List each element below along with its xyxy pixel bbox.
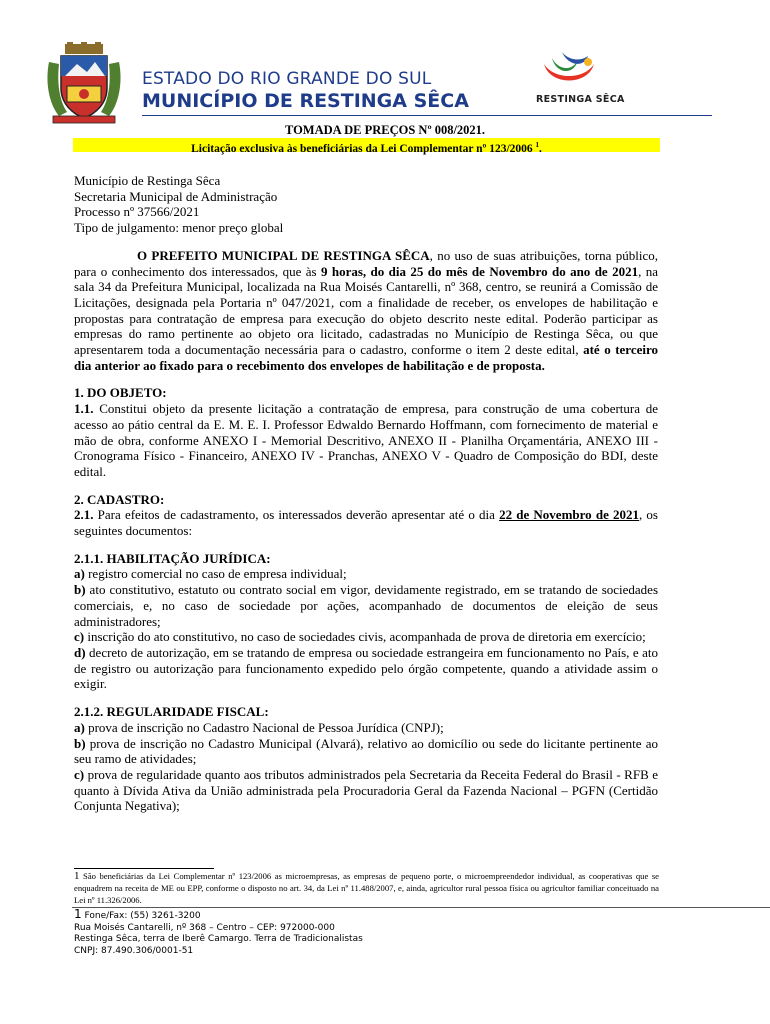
intro-line: Município de Restinga Sêca [74, 173, 221, 188]
footer-divider [72, 907, 770, 908]
preamble-paragraph [74, 248, 658, 374]
logo-text: RESTINGA SÊCA [536, 94, 625, 105]
document-body [74, 173, 658, 814]
section-heading: 1. DO OBJETO: [74, 385, 167, 401]
section-heading: 2.1.2. REGULARIDADE FISCAL: [74, 704, 269, 720]
document-title: TOMADA DE PREÇOS Nº 008/2021. [284, 123, 486, 137]
list-item: a) prova de inscrição no Cadastro Nacional de Pessoa Jurídica (CNPJ); [74, 719, 444, 735]
footnote-ref[interactable]: 1 [535, 141, 540, 149]
footer-slogan: Restinga Sêca, terra de Iberê Camargo. Terra de Tradicionalistas [74, 934, 363, 944]
document-subtitle [73, 138, 660, 155]
preamble-bold: 9 horas, do dia 25 do mês de Novembro do ano de 2021 [320, 263, 639, 279]
footnote-divider [74, 868, 214, 869]
intro-line: Secretaria Municipal de Administração [74, 188, 278, 204]
footer-address: Rua Moisés Cantarelli, nº 368 – Centro – CEP: 972000-000 [74, 922, 335, 933]
page-footer [74, 909, 363, 957]
page-number: 1 [74, 907, 82, 921]
preamble-bold: até o terceiro dia anterior ao fixado para o recebimento dos envelopes de habilitação e de proposta. [74, 342, 659, 373]
header-state: ESTADO DO RIO GRANDE DO SUL [142, 69, 432, 89]
section-paragraph: 2.1. Para efeitos de cadastramento, os interessados deverão apresentar até o dia 22 de Novembro de 2021, os seguintes documentos: [74, 507, 658, 539]
municipal-crest-icon [43, 42, 125, 124]
list-item: b) ato constitutivo, estatuto ou contrato social em vigor, devidamente registrado, em se tratando de sociedades comerciais, e, no caso de sociedade por ações, acompanhado de documentos de eleição de seus administradores; [74, 582, 658, 629]
section-paragraph: 1.1. Constitui objeto da presente licitação a contratação de empresa, para construção de uma cobertura de acesso ao pátio central da E. M. E. I. Professor Edwaldo Bernardo Hoffmann, com fornecimento de material e mão de obra, conforme ANEXO I - Memorial Descritivo, ANEXO II - Planilha Orçamentária, ANEXO III - Cronograma Físico - Financeiro, ANEXO IV - Pranchas, ANEXO V - Quadro de Composição do BDI, deste edital. [74, 401, 658, 479]
footer-cnpj: CNPJ: 87.490.306/0001-51 [74, 945, 194, 956]
list-item: c) inscrição do ato constitutivo, no caso de sociedades civis, acompanhada de prova de diretoria em exercício; [74, 629, 646, 645]
list-item: c) prova de regularidade quanto aos tributos administrados pela Secretaria da Receita Federal do Brasil - RFB e quanto à Dívida Ativa da União administrada pela Procuradoria Geral da Fazenda Nacional – PGFN (Certidão Conjunta Negativa); [74, 766, 658, 814]
subtitle-end: . [539, 142, 542, 155]
subtitle-text: Licitação exclusiva às beneficiárias da Lei Complementar nº 123/2006 [191, 142, 533, 155]
section-heading: 2.1.1. HABILITAÇÃO JURÍDICA: [74, 550, 271, 566]
preamble-text: , no uso de suas atribuições, torna público, para o conhecimento dos interessados, que às [74, 247, 658, 279]
preamble-bold: O PREFEITO MUNICIPAL DE RESTINGA SÊCA [137, 247, 430, 263]
list-item: d) decreto de autorização, em se tratando de empresa ou sociedade estrangeira em funcionamento no País, e ato de registro ou autorização para funcionamento expedido pelo órgão competente, quando a atividade assim o exigir. [74, 644, 658, 692]
list-item: a) registro comercial no caso de empresa individual; [74, 566, 347, 582]
footnote: 1 São beneficiárias da Lei Complementar nº 123/2006 as microempresas, as empresas de pequeno porte, o microempreendedor individual, as cooperativas que se enquadrem na receita de ME ou EPP, conforme o disposto no art. 34, da Lei nº 11.488/2007, e, ainda, agricultor rural pessoa física ou agricultor familiar conceituado na Lei nº 11.326/2006. [74, 870, 659, 905]
header-divider [142, 115, 712, 116]
intro-line: Tipo de julgamento: menor preço global [74, 220, 284, 236]
section-heading: 2. CADASTRO: [74, 491, 165, 507]
intro-line: Processo nº 37566/2021 [74, 204, 200, 220]
preamble-text: , na sala 34 da Prefeitura Municipal, localizada na Rua Moisés Cantarelli, nº 368, centro, se reunirá a Comissão de Licitações, designada pela Portaria nº 047/2021, com a finalidade de receber, os envelopes de habilitação e propostas para contratação de empresa para execução do objeto descrito neste edital. Poderão participar as empresas do ramo pertinente ao objeto ora licitado, cadastradas no Município de Restinga Sêca, ou que apresentarem toda a documentação necessária para o cadastro, conforme o item 2 deste edital, [74, 263, 659, 358]
restinga-seca-logo-icon [532, 50, 607, 94]
footer-phone-line: 1 Fone/Fax: (55) 3261-3200 [74, 907, 201, 921]
list-item: b) prova de inscrição no Cadastro Municipal (Alvará), relativo ao domicílio ou sede do licitante pertinente ao seu ramo de atividades; [74, 735, 658, 767]
header-municipality: MUNICÍPIO DE RESTINGA SÊCA [142, 90, 469, 112]
